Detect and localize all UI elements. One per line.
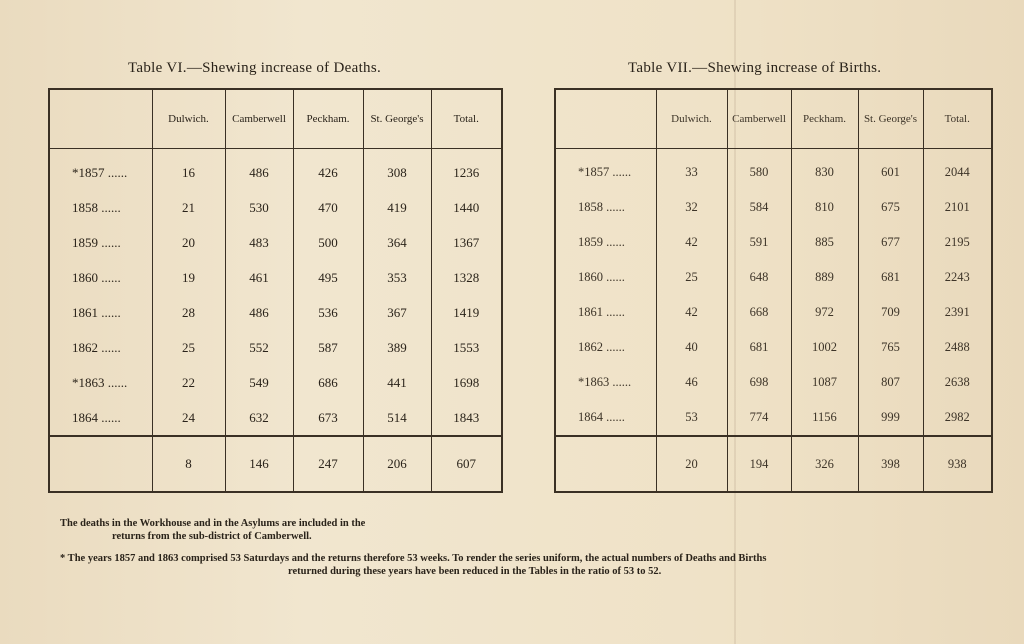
table-row: [555, 295, 992, 330]
total-cell: 146: [225, 436, 293, 492]
value-cell: 580: [727, 149, 791, 191]
year-cell: 1861 ......: [578, 305, 625, 319]
table-row: [49, 400, 502, 436]
value-cell: 2638: [923, 365, 992, 400]
total-cell: 194: [727, 436, 791, 492]
value-cell: 16: [152, 149, 225, 191]
column-header: Peckham.: [293, 89, 363, 149]
year-cell: 1864 ......: [578, 410, 625, 424]
value-cell: 1087: [791, 365, 858, 400]
value-cell: 364: [363, 225, 431, 260]
workhouse-note-line-2: returns from the sub-district of Camberwell.: [112, 531, 312, 542]
table-row: [49, 225, 502, 260]
years-footnote-line-2: returned during these years have been reduced in the Tables in the ratio of 53 to 52.: [288, 566, 662, 577]
births-table-body: [555, 149, 992, 493]
value-cell: 46: [656, 365, 727, 400]
column-header: [49, 89, 152, 149]
table-row: [555, 365, 992, 400]
years-footnote: [60, 552, 1000, 578]
value-cell: 441: [363, 365, 431, 400]
header-row: [49, 89, 502, 149]
column-header: St. George's: [363, 89, 431, 149]
total-cell: [49, 436, 152, 492]
value-cell: 33: [656, 149, 727, 191]
value-cell: 1843: [431, 400, 502, 436]
value-cell: 648: [727, 260, 791, 295]
value-cell: 552: [225, 330, 293, 365]
value-cell: 2488: [923, 330, 992, 365]
year-cell: 1859 ......: [72, 234, 121, 250]
table-row: [49, 365, 502, 400]
workhouse-note-line-1: The deaths in the Workhouse and in the Asylums are included in the: [60, 518, 366, 529]
value-cell: 677: [858, 225, 923, 260]
value-cell: 885: [791, 225, 858, 260]
year-cell: 1862 ......: [578, 340, 625, 354]
year-cell: 1861 ......: [72, 304, 121, 320]
births-table: [554, 88, 993, 493]
total-cell: 938: [923, 436, 992, 492]
value-cell: 21: [152, 190, 225, 225]
value-cell: 20: [152, 225, 225, 260]
value-cell: 1419: [431, 295, 502, 330]
year-cell: *1857 ......: [72, 164, 128, 180]
table-row: [555, 149, 992, 191]
value-cell: 2101: [923, 190, 992, 225]
value-cell: 2195: [923, 225, 992, 260]
table-row: [555, 190, 992, 225]
table-vi-title: Table VI.—Shewing increase of Deaths.: [128, 60, 382, 76]
value-cell: 1156: [791, 400, 858, 436]
value-cell: 536: [293, 295, 363, 330]
table-vii-title: Table VII.—Shewing increase of Births.: [628, 60, 882, 76]
total-cell: 20: [656, 436, 727, 492]
value-cell: 632: [225, 400, 293, 436]
column-header: Total.: [923, 89, 992, 149]
value-cell: 367: [363, 295, 431, 330]
value-cell: 698: [727, 365, 791, 400]
value-cell: 681: [727, 330, 791, 365]
value-cell: 25: [656, 260, 727, 295]
column-header: Camberwell: [225, 89, 293, 149]
births-table-header: [555, 89, 992, 149]
value-cell: 53: [656, 400, 727, 436]
value-cell: 2243: [923, 260, 992, 295]
value-cell: 308: [363, 149, 431, 191]
value-cell: 587: [293, 330, 363, 365]
value-cell: 483: [225, 225, 293, 260]
column-header: [555, 89, 656, 149]
value-cell: 2044: [923, 149, 992, 191]
value-cell: 28: [152, 295, 225, 330]
value-cell: 24: [152, 400, 225, 436]
value-cell: 686: [293, 365, 363, 400]
value-cell: 681: [858, 260, 923, 295]
total-cell: 398: [858, 436, 923, 492]
total-cell: 206: [363, 436, 431, 492]
value-cell: 40: [656, 330, 727, 365]
table-row: [49, 260, 502, 295]
value-cell: 32: [656, 190, 727, 225]
value-cell: 495: [293, 260, 363, 295]
value-cell: 42: [656, 225, 727, 260]
value-cell: 810: [791, 190, 858, 225]
table-row: [555, 225, 992, 260]
value-cell: 530: [225, 190, 293, 225]
column-header: Total.: [431, 89, 502, 149]
value-cell: 1440: [431, 190, 502, 225]
value-cell: 999: [858, 400, 923, 436]
year-cell: 1858 ......: [578, 200, 625, 214]
year-cell: 1862 ......: [72, 339, 121, 355]
year-cell: 1859 ......: [578, 235, 625, 249]
value-cell: 461: [225, 260, 293, 295]
column-header: Dulwich.: [152, 89, 225, 149]
value-cell: 25: [152, 330, 225, 365]
table-row: [49, 149, 502, 191]
table-row: [49, 190, 502, 225]
workhouse-note: [60, 517, 500, 543]
value-cell: 601: [858, 149, 923, 191]
total-row: [49, 436, 502, 492]
value-cell: 1367: [431, 225, 502, 260]
value-cell: 353: [363, 260, 431, 295]
value-cell: 1553: [431, 330, 502, 365]
total-cell: 247: [293, 436, 363, 492]
value-cell: 668: [727, 295, 791, 330]
total-cell: 607: [431, 436, 502, 492]
value-cell: 1002: [791, 330, 858, 365]
value-cell: 22: [152, 365, 225, 400]
value-cell: 549: [225, 365, 293, 400]
table-row: [49, 330, 502, 365]
value-cell: 591: [727, 225, 791, 260]
value-cell: 830: [791, 149, 858, 191]
total-cell: [555, 436, 656, 492]
value-cell: 765: [858, 330, 923, 365]
value-cell: 426: [293, 149, 363, 191]
value-cell: 1236: [431, 149, 502, 191]
value-cell: 889: [791, 260, 858, 295]
value-cell: 19: [152, 260, 225, 295]
header-row: [555, 89, 992, 149]
year-cell: *1863 ......: [578, 375, 632, 389]
column-header: Peckham.: [791, 89, 858, 149]
value-cell: 972: [791, 295, 858, 330]
table-row: [555, 330, 992, 365]
value-cell: 42: [656, 295, 727, 330]
value-cell: 774: [727, 400, 791, 436]
value-cell: 486: [225, 149, 293, 191]
value-cell: 2982: [923, 400, 992, 436]
total-cell: 326: [791, 436, 858, 492]
value-cell: 2391: [923, 295, 992, 330]
value-cell: 470: [293, 190, 363, 225]
year-cell: *1857 ......: [578, 165, 632, 179]
value-cell: 673: [293, 400, 363, 436]
value-cell: 486: [225, 295, 293, 330]
value-cell: 709: [858, 295, 923, 330]
table-row: [555, 400, 992, 436]
year-cell: 1864 ......: [72, 409, 121, 425]
year-cell: 1858 ......: [72, 199, 121, 215]
column-header: Camberwell: [727, 89, 791, 149]
total-cell: 8: [152, 436, 225, 492]
deaths-table: [48, 88, 503, 493]
total-row: [555, 436, 992, 492]
year-cell: 1860 ......: [578, 270, 625, 284]
value-cell: 584: [727, 190, 791, 225]
column-header: St. George's: [858, 89, 923, 149]
value-cell: 1328: [431, 260, 502, 295]
table-row: [49, 295, 502, 330]
value-cell: 675: [858, 190, 923, 225]
value-cell: 807: [858, 365, 923, 400]
years-footnote-line-1: * The years 1857 and 1863 comprised 53 Saturdays and the returns therefore 53 weeks. To render the series uniform, the actual numbers of Deaths and Births: [60, 553, 767, 564]
value-cell: 419: [363, 190, 431, 225]
year-cell: *1863 ......: [72, 374, 128, 390]
value-cell: 389: [363, 330, 431, 365]
table-row: [555, 260, 992, 295]
year-cell: 1860 ......: [72, 269, 121, 285]
column-header: Dulwich.: [656, 89, 727, 149]
deaths-table-header: [49, 89, 502, 149]
value-cell: 500: [293, 225, 363, 260]
deaths-table-body: [49, 149, 502, 493]
value-cell: 1698: [431, 365, 502, 400]
value-cell: 514: [363, 400, 431, 436]
